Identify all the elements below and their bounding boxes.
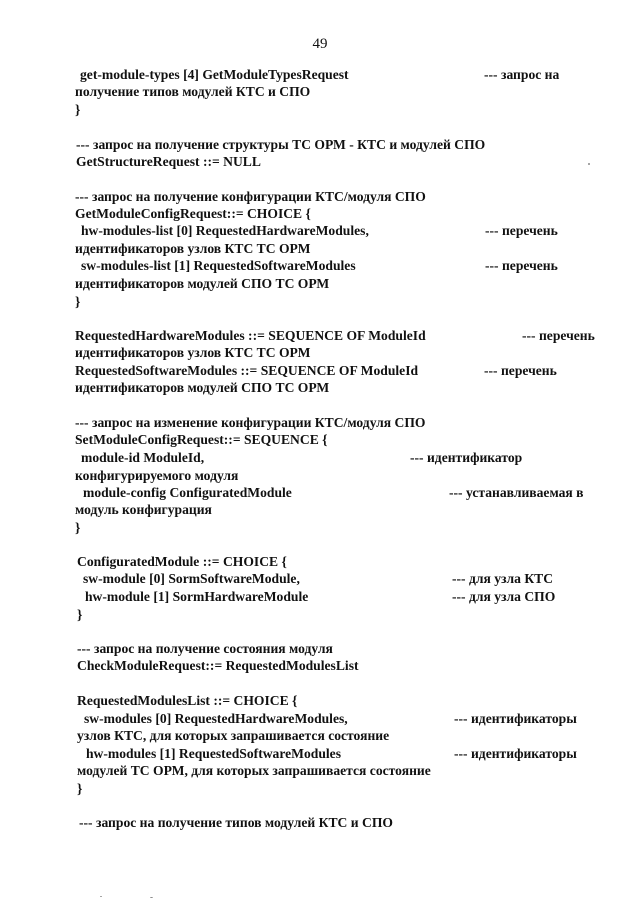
code-line: идентификаторов узлов КТС ТС ОРМ (75, 345, 311, 360)
code-comment: --- перечень (484, 363, 557, 378)
scan-speck (150, 897, 153, 898)
code-comment: --- идентификаторы (454, 711, 577, 726)
code-line: идентификаторов модулей СПО ТС ОРМ (75, 380, 330, 395)
code-comment-line: --- запрос на получение конфигурации КТС/модуля СПО (75, 189, 426, 204)
code-line: hw-modules [1] RequestedSoftwareModules (86, 746, 342, 761)
code-comment: --- запрос на (484, 67, 560, 82)
code-line: } (75, 102, 81, 117)
code-line: идентификаторов узлов КТС ТС ОРМ (75, 241, 311, 256)
code-line: sw-modules-list [1] RequestedSoftwareModules (81, 258, 356, 273)
scan-speck (588, 163, 590, 165)
code-line: GetModuleConfigRequest::= CHOICE { (75, 206, 311, 221)
code-line: } (77, 607, 83, 622)
code-line: RequestedHardwareModules ::= SEQUENCE OF ModuleId (75, 328, 426, 343)
code-line: } (77, 781, 83, 796)
code-line: ConfiguratedModule ::= CHOICE { (77, 554, 287, 569)
code-line: sw-module [0] SormSoftwareModule, (83, 571, 300, 586)
scan-speck (100, 896, 102, 897)
code-comment: --- перечень (485, 258, 558, 273)
code-comment: --- идентификатор (410, 450, 523, 465)
code-line: идентификаторов модулей СПО ТС ОРМ (75, 276, 330, 291)
code-comment-line: --- запрос на получение состояния модуля (77, 641, 333, 656)
code-line: module-config ConfiguratedModule (83, 485, 292, 500)
code-line: module-id ModuleId, (81, 450, 205, 465)
code-line: hw-module [1] SormHardwareModule (85, 589, 309, 604)
code-line: модуль конфигурация (75, 502, 212, 517)
page-number: 49 (312, 36, 328, 52)
code-line: модулей ТС ОРМ, для которых запрашивается состояние (77, 763, 431, 778)
code-line: получение типов модулей КТС и СПО (75, 84, 311, 99)
code-line: RequestedSoftwareModules ::= SEQUENCE OF ModuleId (75, 363, 419, 378)
code-comment-line: --- запрос на получение структуры ТС ОРМ - КТС и модулей СПО (76, 137, 486, 152)
code-line: RequestedModulesList ::= CHOICE { (77, 693, 298, 708)
code-line: конфигурируемого модуля (75, 468, 239, 483)
code-line: SetModuleConfigRequest::= SEQUENCE { (75, 432, 328, 447)
code-line: } (75, 294, 81, 309)
code-comment: --- перечень (522, 328, 595, 343)
code-comment: --- для узла СПО (452, 589, 556, 604)
code-line: GetStructureRequest ::= NULL (76, 154, 261, 169)
code-line: узлов КТС, для которых запрашивается состояние (77, 728, 390, 743)
code-comment: --- идентификаторы (454, 746, 577, 761)
code-comment: --- устанавливаемая в (449, 485, 584, 500)
code-comment-line: --- запрос на получение типов модулей КТС и СПО (79, 815, 393, 830)
code-line: get-module-types [4] GetModuleTypesRequest (80, 67, 349, 82)
code-line: sw-modules [0] RequestedHardwareModules, (84, 711, 348, 726)
code-line: CheckModuleRequest::= RequestedModulesList (77, 658, 359, 673)
code-comment-line: --- запрос на изменение конфигурации КТС/модуля СПО (75, 415, 426, 430)
code-comment: --- для узла КТС (452, 571, 554, 586)
code-line: } (75, 520, 81, 535)
code-comment: --- перечень (485, 223, 558, 238)
code-line: hw-modules-list [0] RequestedHardwareModules, (81, 223, 369, 238)
